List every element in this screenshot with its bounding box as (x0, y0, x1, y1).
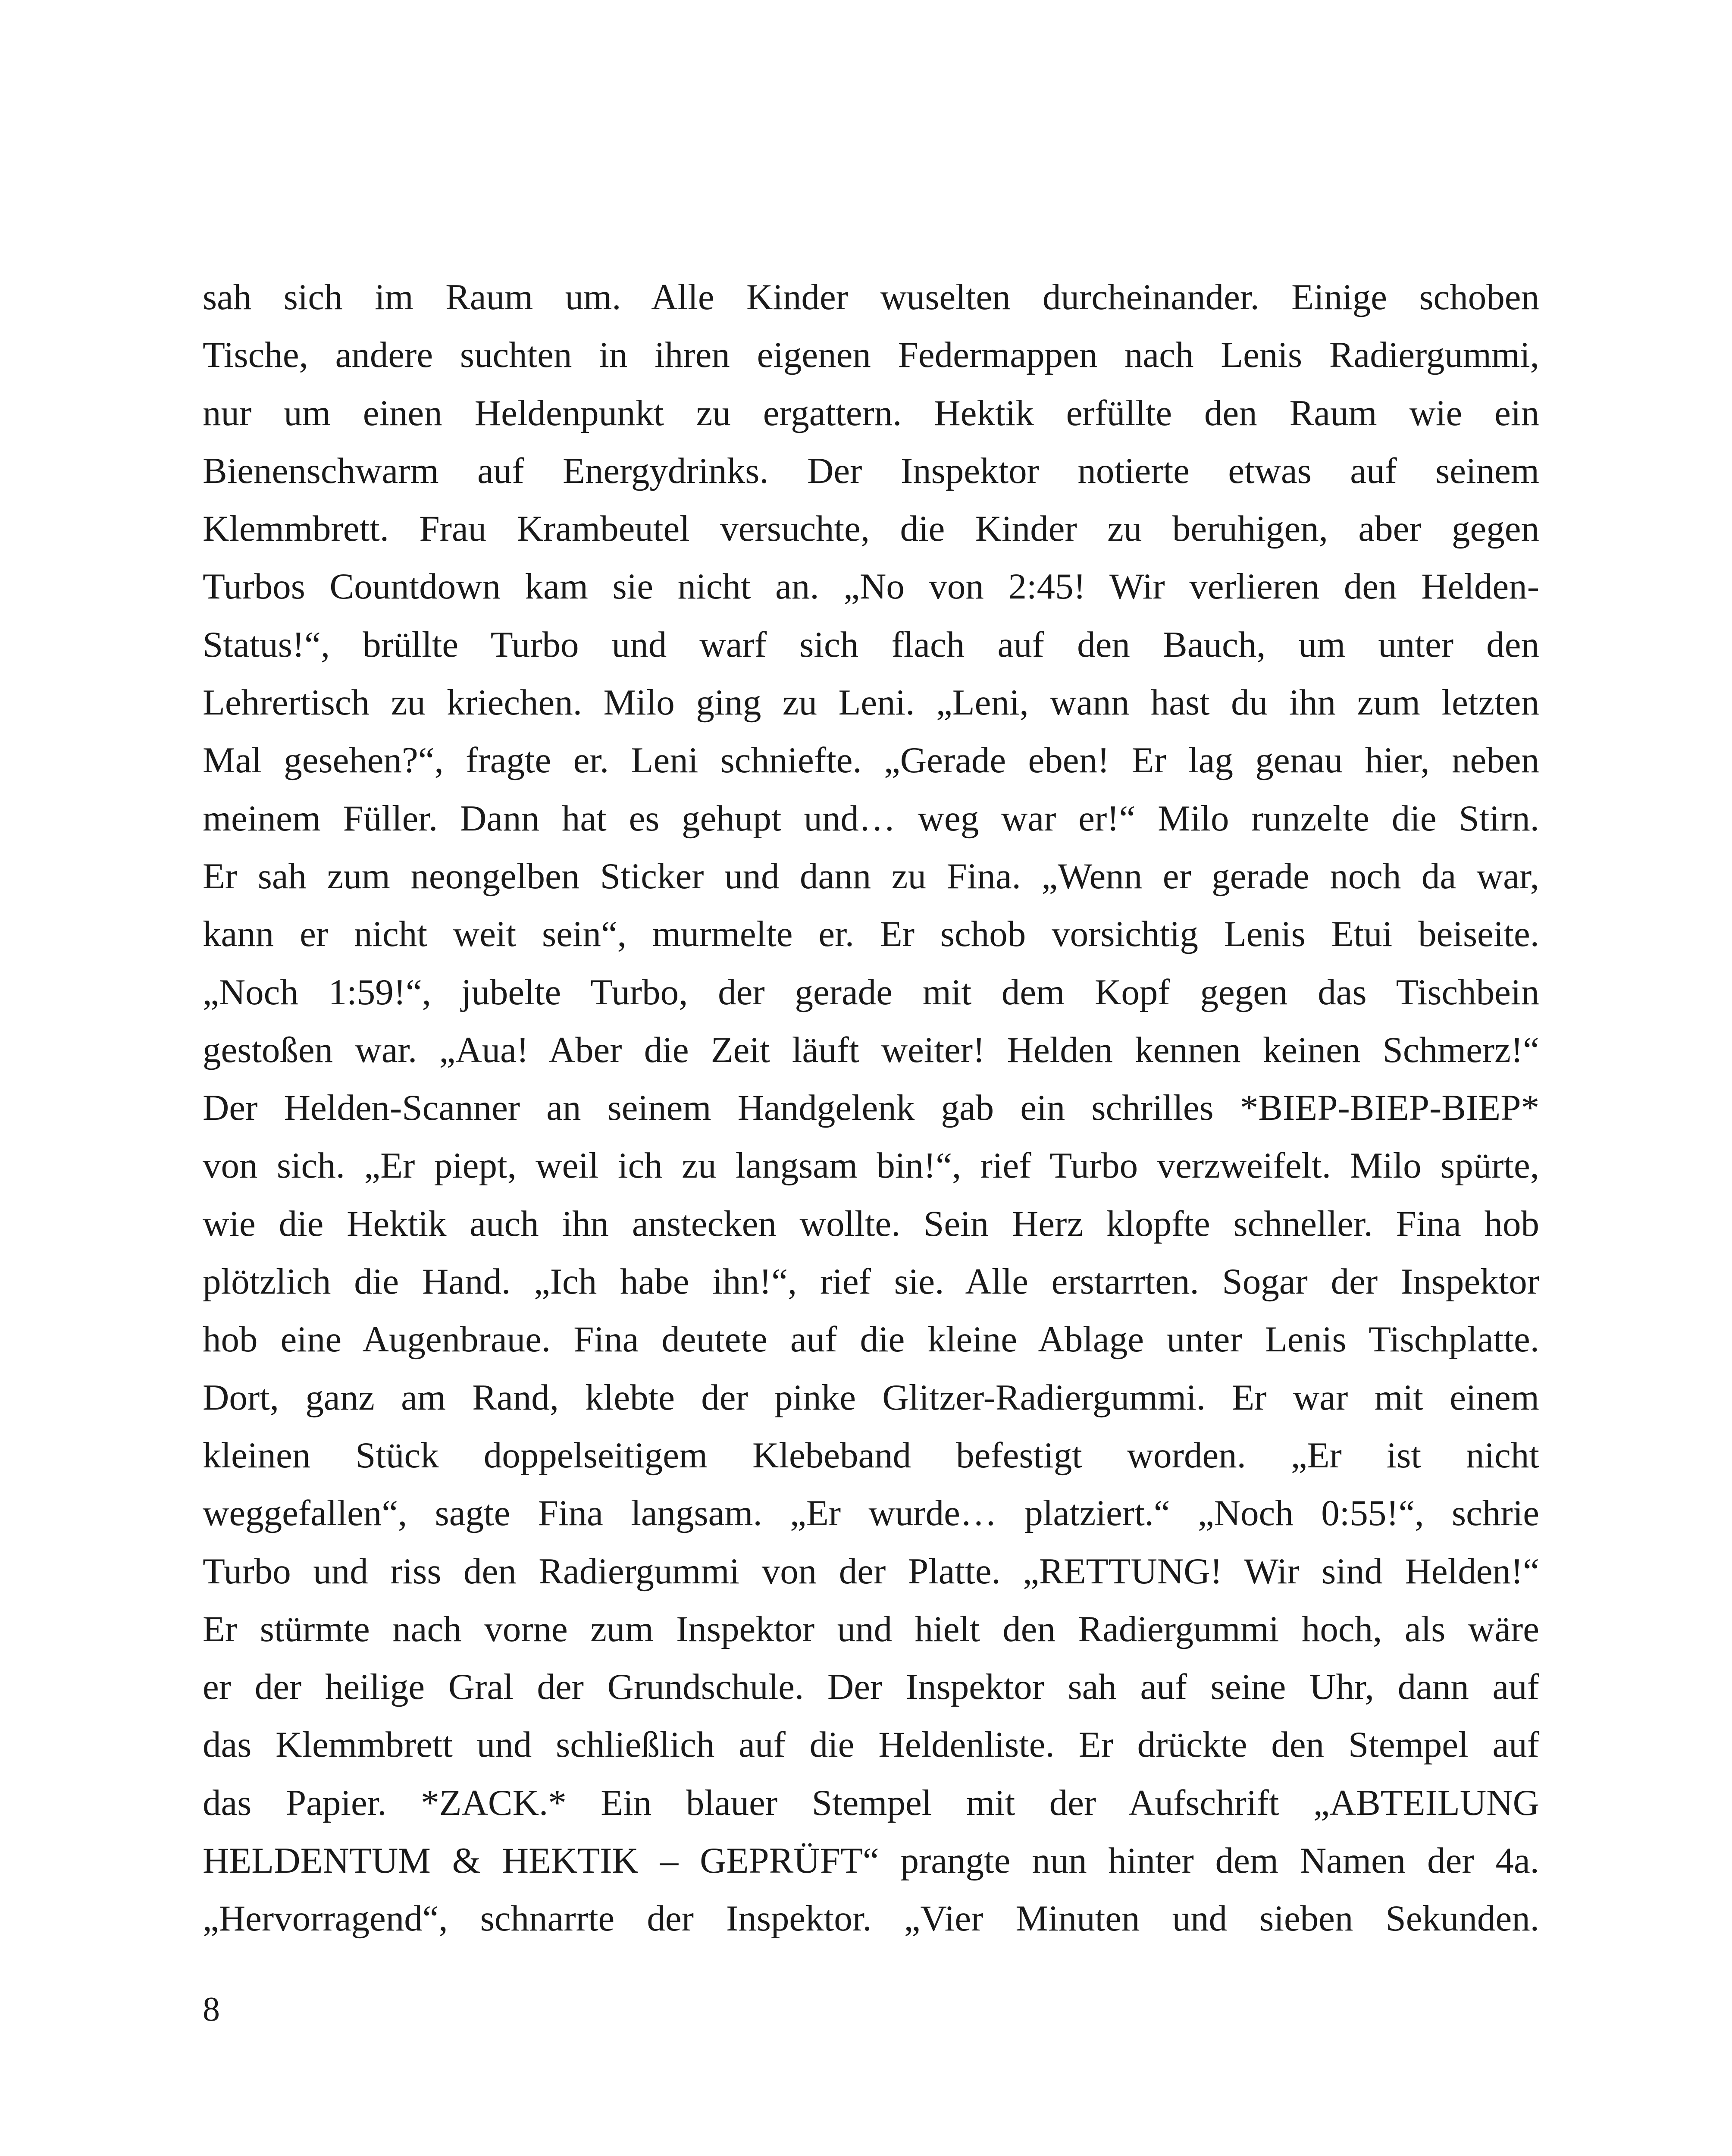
page-number: 8 (203, 1990, 220, 2028)
text-line: „Noch 1:59!“, jubelte Turbo, der gerade mit dem Kopf gegen das Tischbein (203, 971, 1539, 1012)
text-line: Bienenschwarm auf Energydrinks. Der Inspektor notierte etwas auf seinem (203, 450, 1539, 491)
text-line: nur um einen Heldenpunkt zu ergattern. Hektik erfüllte den Raum wie ein (203, 392, 1539, 433)
body-text (203, 268, 1539, 1948)
text-line: Turbo und riss den Radiergummi von der Platte. „RETTUNG! Wir sind Helden!“ (203, 1551, 1539, 1592)
text-line: kann er nicht weit sein“, murmelte er. Er schob vorsichtig Lenis Etui beiseite. (203, 914, 1539, 955)
text-line: Lehrertisch zu kriechen. Milo ging zu Leni. „Leni, wann hast du ihn zum letzten (203, 682, 1539, 723)
text-line: wie die Hektik auch ihn anstecken wollte. Sein Herz klopfte schneller. Fina hob (203, 1203, 1539, 1244)
text-line: plötzlich die Hand. „Ich habe ihn!“, rief sie. Alle erstarrten. Sogar der Inspektor (203, 1261, 1539, 1302)
text-line: Mal gesehen?“, fragte er. Leni schniefte. „Gerade eben! Er lag genau hier, neben (203, 740, 1539, 781)
text-line: Turbos Countdown kam sie nicht an. „No von 2:45! Wir verlieren den Helden- (203, 566, 1539, 607)
text-line: Er stürmte nach vorne zum Inspektor und hielt den Radiergummi hoch, als wäre (203, 1608, 1539, 1649)
text-line: „Hervorragend“, schnarrte der Inspektor. „Vier Minuten und sieben Sekunden. (203, 1898, 1539, 1939)
text-line: er der heilige Gral der Grundschule. Der Inspektor sah auf seine Uhr, dann auf (203, 1667, 1539, 1708)
text-line: Tische, andere suchten in ihren eigenen Federmappen nach Lenis Radiergummi, (203, 335, 1539, 376)
text-line: sah sich im Raum um. Alle Kinder wuselten durcheinander. Einige schoben (203, 277, 1539, 317)
text-line: Status!“, brüllte Turbo und warf sich flach auf den Bauch, um unter den (203, 624, 1539, 665)
text-line: kleinen Stück doppelseitigem Klebeband befestigt worden. „Er ist nicht (203, 1435, 1539, 1476)
text-line: von sich. „Er piept, weil ich zu langsam bin!“, rief Turbo verzweifelt. Milo spürte, (203, 1145, 1539, 1186)
text-line: Er sah zum neongelben Sticker und dann zu Fina. „Wenn er gerade noch da war, (203, 856, 1539, 896)
text-line: Dort, ganz am Rand, klebte der pinke Glitzer-Radiergummi. Er war mit einem (203, 1377, 1539, 1418)
text-line: das Papier. *ZACK.* Ein blauer Stempel mit der Aufschrift „ABTEILUNG (203, 1782, 1539, 1823)
text-line: gestoßen war. „Aua! Aber die Zeit läuft weiter! Helden kennen keinen Schmerz!“ (203, 1029, 1539, 1070)
text-line: hob eine Augenbraue. Fina deutete auf die kleine Ablage unter Lenis Tischplatte. (203, 1319, 1539, 1360)
text-line: meinem Füller. Dann hat es gehupt und… weg war er!“ Milo runzelte die Stirn. (203, 798, 1539, 839)
text-line: HELDENTUM & HEKTIK – GEPRÜFT“ prangte nun hinter dem Namen der 4a. (203, 1840, 1539, 1881)
text-line: Klemmbrett. Frau Krambeutel versuchte, die Kinder zu beruhigen, aber gegen (203, 508, 1539, 549)
text-line: weggefallen“, sagte Fina langsam. „Er wurde… platziert.“ „Noch 0:55!“, schrie (203, 1493, 1539, 1534)
text-line: das Klemmbrett und schließlich auf die Heldenliste. Er drückte den Stempel auf (203, 1724, 1539, 1765)
text-line: Der Helden-Scanner an seinem Handgelenk gab ein schrilles *BIEP-BIEP-BIEP* (203, 1087, 1539, 1128)
